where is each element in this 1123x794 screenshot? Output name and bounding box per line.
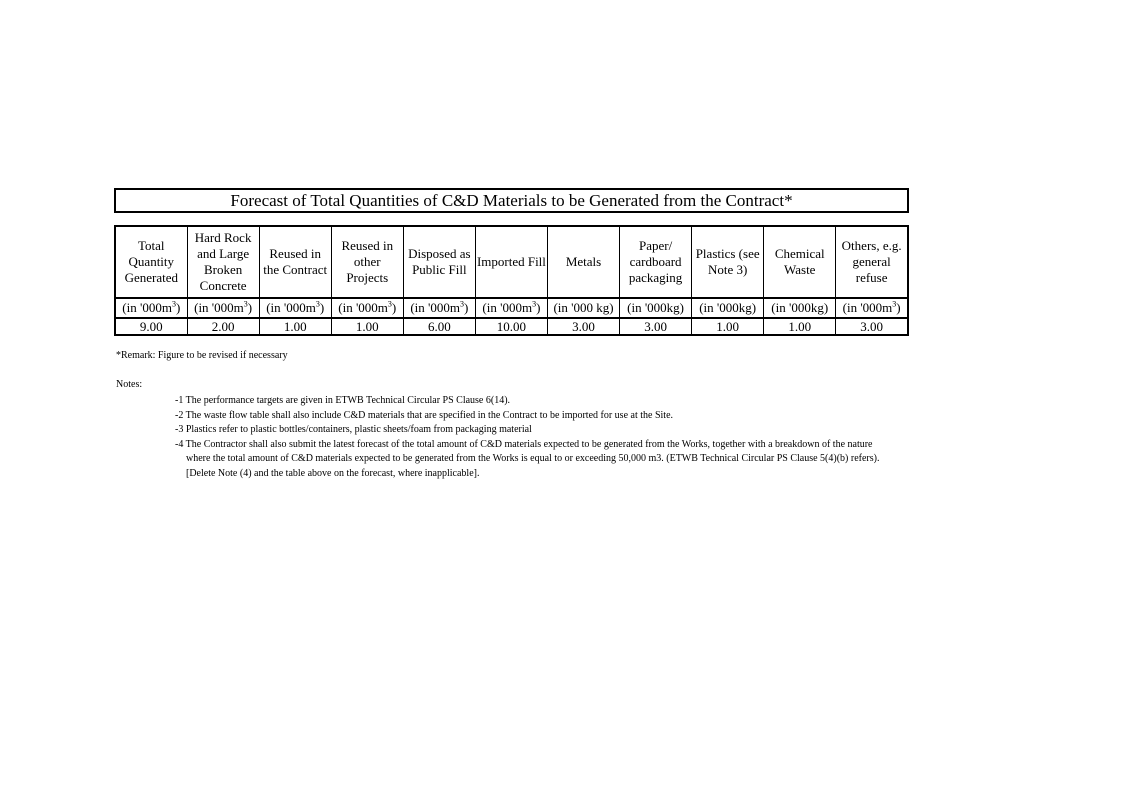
value-cell: 1.00 <box>331 318 403 335</box>
unit-text: (in '000m <box>410 300 460 315</box>
unit-suffix: ) <box>175 300 181 315</box>
units-row <box>115 298 908 318</box>
value-cell: 3.00 <box>547 318 619 335</box>
unit-cell <box>547 298 619 318</box>
value-cell: 3.00 <box>836 318 908 335</box>
note-item: -4 The Contractor shall also submit the latest forecast of the total amount of C&D materials expected to be generated from the Works, together with a breakdown of the nature <box>175 438 873 450</box>
header-line: refuse <box>855 270 888 285</box>
note-item: -1 The performance targets are given in ETWB Technical Circular PS Clause 6(14). <box>175 395 511 406</box>
header-line: general <box>852 254 891 269</box>
note-continuation: where the total amount of C&D materials expected to be generated from the Works is equal to or exceeding 50,000 m3. (ETWB Technical Circular PS Clause 5(4)(b) refers). <box>186 453 880 464</box>
unit-cell <box>692 298 764 318</box>
header-line: Note 3) <box>707 262 748 277</box>
value-cell: 1.00 <box>259 318 331 335</box>
header-line: Generated <box>124 270 178 285</box>
header-line: Paper/ <box>638 238 673 253</box>
header-cell <box>187 226 259 298</box>
header-line: Imported Fill <box>476 254 546 269</box>
notes-label: Notes: <box>116 379 143 390</box>
header-cell <box>115 226 187 298</box>
unit-cell <box>187 298 259 318</box>
header-line: Concrete <box>199 278 247 293</box>
header-line: Hard Rock <box>194 230 252 245</box>
note-item: -3 Plastics refer to plastic bottles/containers, plastic sheets/foam from packaging material <box>175 424 532 435</box>
unit-cell <box>764 298 836 318</box>
header-cell <box>547 226 619 298</box>
header-line: Waste <box>784 262 816 277</box>
unit-superscript: 3 <box>460 299 464 309</box>
header-line: Chemical <box>774 246 825 261</box>
unit-suffix: ) <box>536 300 541 315</box>
remark-text: *Remark: Figure to be revised if necessary <box>116 350 288 361</box>
header-cell <box>764 226 836 298</box>
value-cell: 3.00 <box>620 318 692 335</box>
table-title: Forecast of Total Quantities of C&D Materials to be Generated from the Contract* <box>114 188 909 213</box>
unit-superscript: 3 <box>171 299 176 309</box>
unit-superscript: 3 <box>387 299 392 309</box>
header-line: and Large <box>197 246 250 261</box>
header-line: Disposed as <box>408 246 471 261</box>
unit-text: (in '000m <box>266 300 316 315</box>
header-row <box>115 226 908 298</box>
unit-text: (in '000m <box>122 300 172 315</box>
unit-suffix: ) <box>896 300 901 315</box>
header-line: Metals <box>565 254 602 269</box>
unit-suffix: ) <box>391 300 397 315</box>
value-cell: 9.00 <box>115 318 187 335</box>
unit-text: (in '000m <box>842 300 893 315</box>
note-item: -2 The waste flow table shall also include C&D materials that are specified in the Contract to be imported for use at the Site. <box>175 409 674 421</box>
unit-cell <box>259 298 331 318</box>
forecast-table <box>114 225 909 336</box>
header-cell <box>331 226 403 298</box>
header-cell <box>620 226 692 298</box>
header-line: Broken <box>203 262 243 277</box>
unit-suffix: ) <box>464 300 469 315</box>
unit-text: (in '000kg) <box>627 300 685 315</box>
header-line: Reused in <box>269 246 322 261</box>
header-line: Plastics (see <box>695 246 760 261</box>
notes-list <box>175 394 975 481</box>
header-line: Projects <box>346 270 389 285</box>
header-line: Others, e.g. <box>841 238 902 253</box>
value-cell: 1.00 <box>692 318 764 335</box>
unit-text: (in '000m <box>338 300 388 315</box>
values-row <box>115 318 908 335</box>
unit-text: (in '000 kg) <box>553 300 614 315</box>
unit-text: (in '000kg) <box>771 300 829 315</box>
unit-text: (in '000m <box>482 300 533 315</box>
unit-cell <box>836 298 908 318</box>
header-cell <box>475 226 547 298</box>
unit-cell <box>620 298 692 318</box>
value-cell: 6.00 <box>403 318 475 335</box>
header-line: Reused in <box>341 238 394 253</box>
value-cell: 10.00 <box>475 318 547 335</box>
unit-superscript: 3 <box>892 299 897 309</box>
header-cell <box>403 226 475 298</box>
unit-cell <box>115 298 187 318</box>
header-line: Public Fill <box>412 262 467 277</box>
header-cell <box>836 226 908 298</box>
unit-cell <box>475 298 547 318</box>
header-line: Total <box>138 238 165 253</box>
unit-superscript: 3 <box>532 299 537 309</box>
unit-text: (in '000kg) <box>699 300 757 315</box>
header-line: cardboard <box>629 254 682 269</box>
unit-cell <box>331 298 403 318</box>
header-cell <box>259 226 331 298</box>
header-line: the Contract <box>263 262 328 277</box>
header-line: Quantity <box>128 254 175 269</box>
unit-cell <box>403 298 475 318</box>
header-line: other <box>353 254 381 269</box>
unit-suffix: ) <box>319 300 325 315</box>
unit-superscript: 3 <box>315 299 320 309</box>
unit-superscript: 3 <box>243 299 248 309</box>
unit-suffix: ) <box>247 300 253 315</box>
unit-text: (in '000m <box>194 300 244 315</box>
header-cell <box>692 226 764 298</box>
value-cell: 2.00 <box>187 318 259 335</box>
note-continuation: [Delete Note (4) and the table above on the forecast, where inapplicable]. <box>186 467 480 479</box>
value-cell: 1.00 <box>764 318 836 335</box>
header-line: packaging <box>628 270 683 285</box>
